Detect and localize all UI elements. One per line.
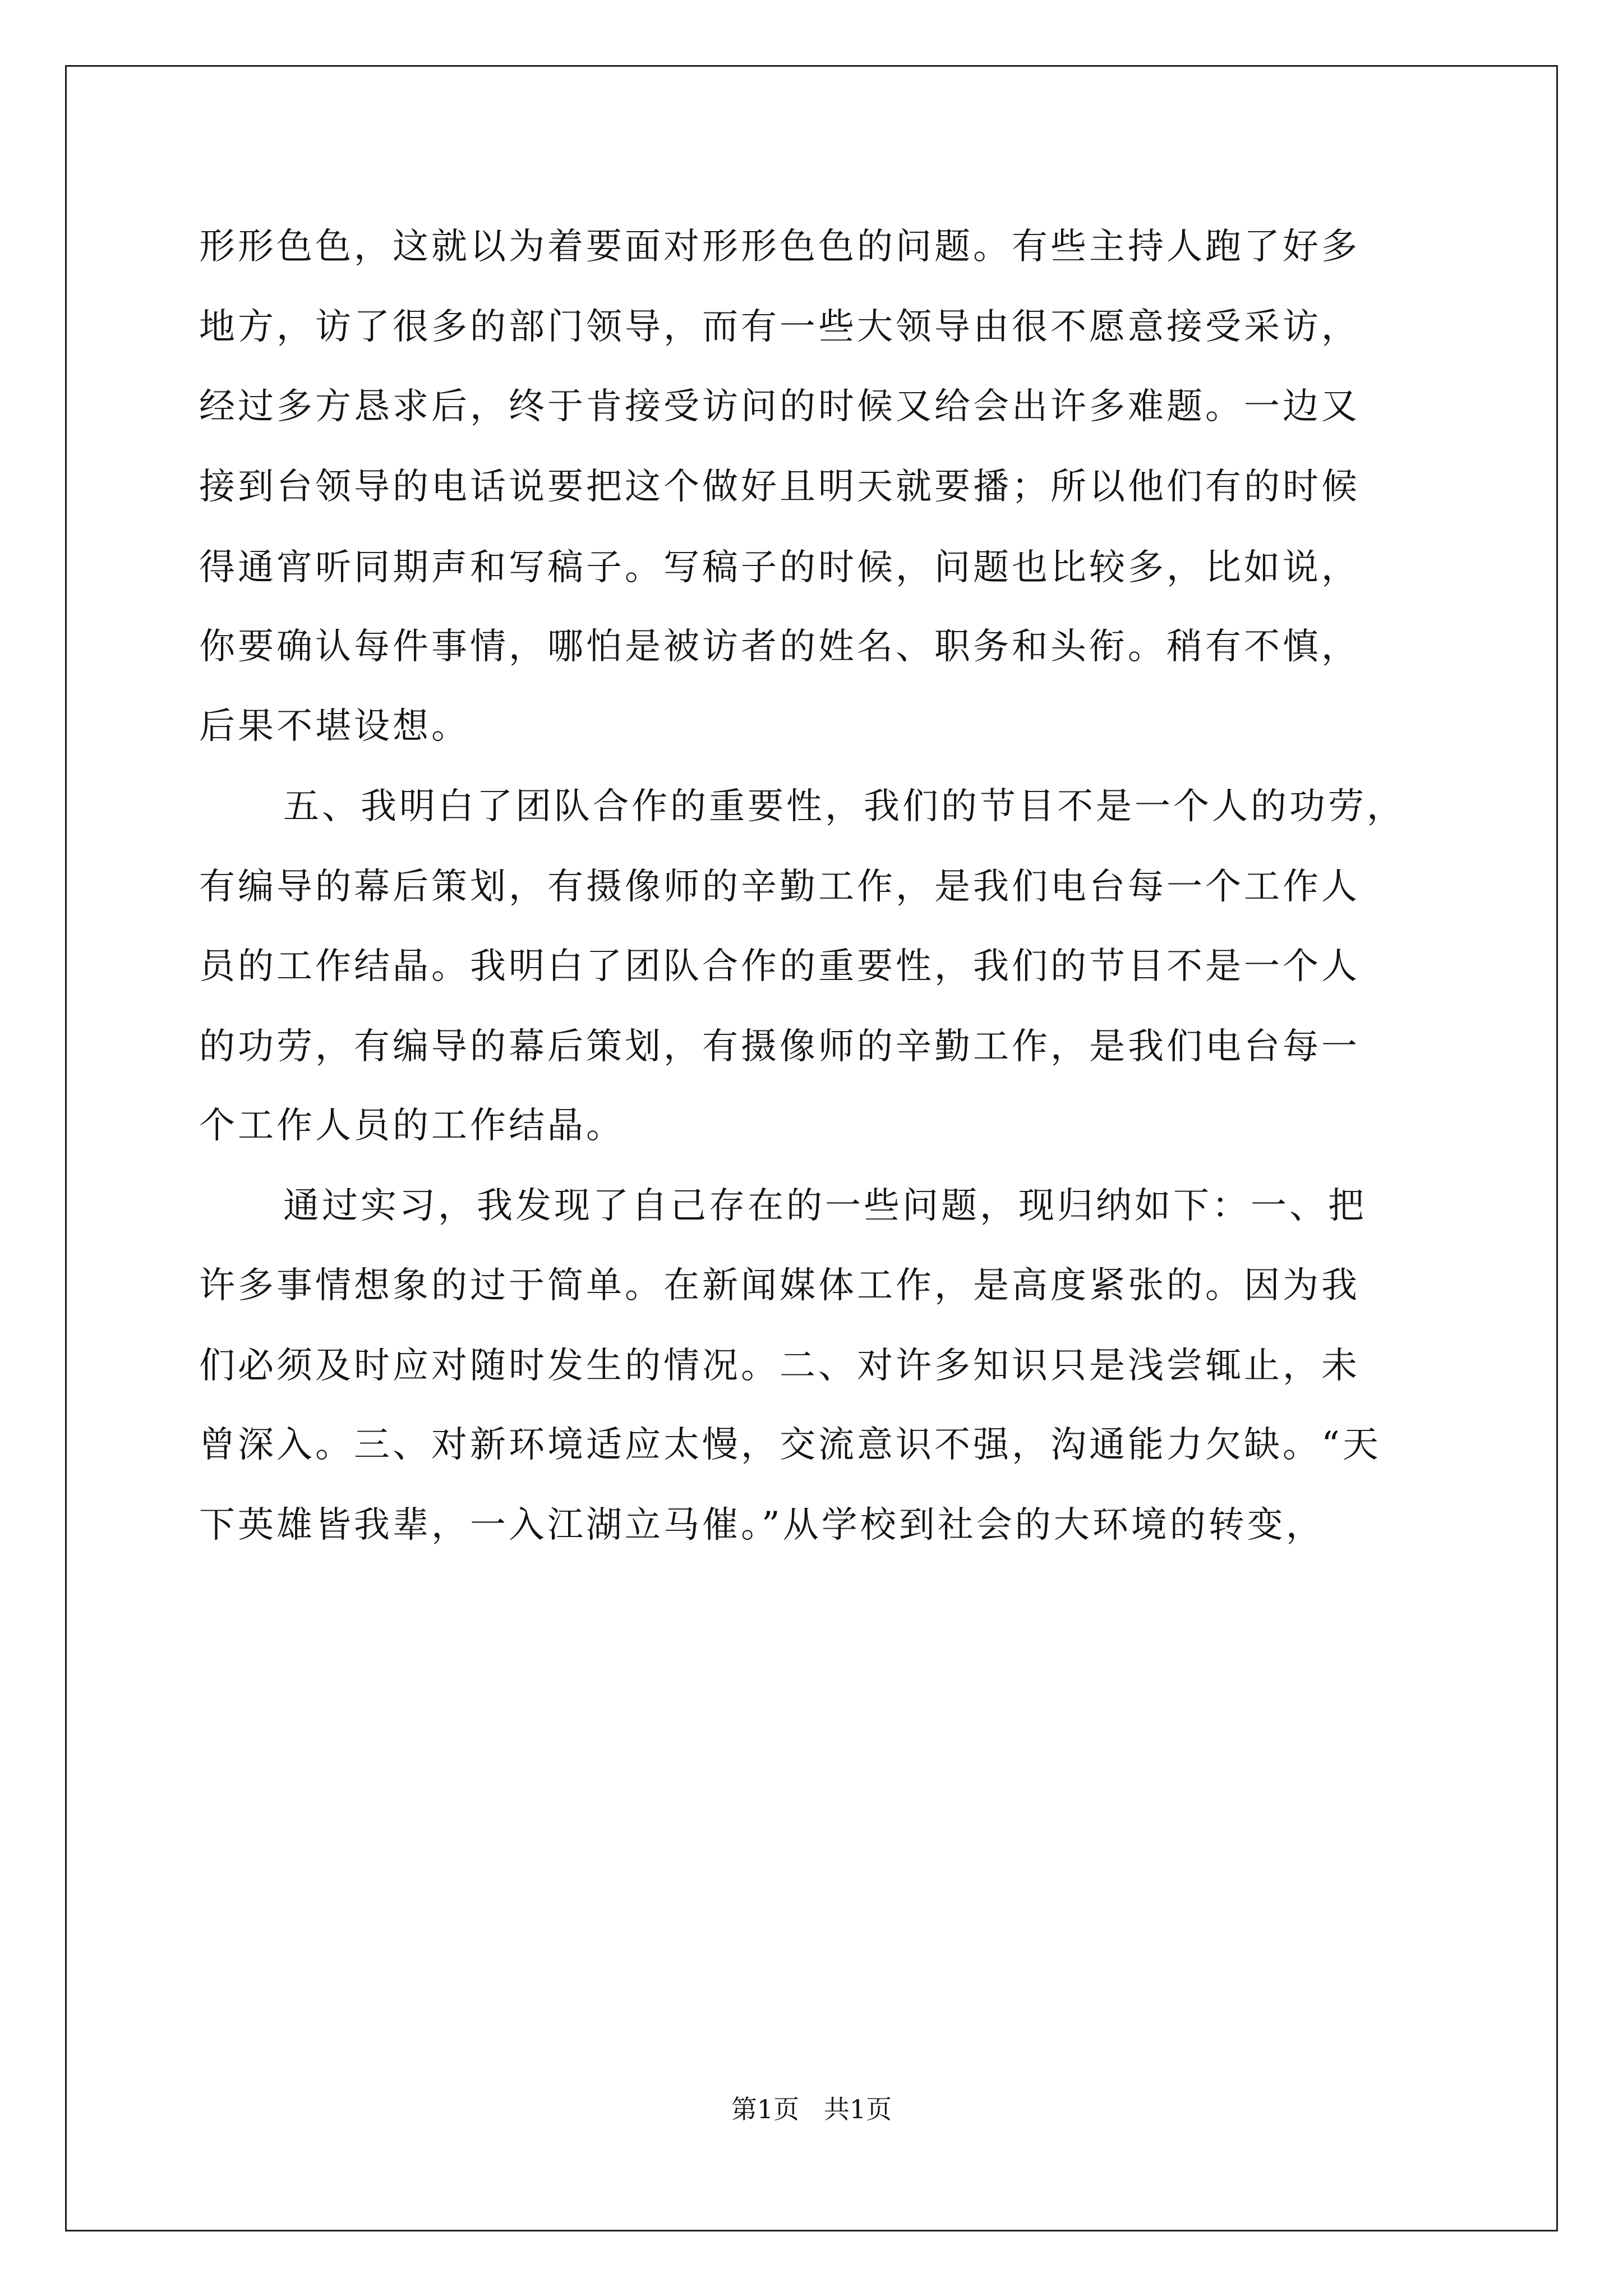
- text-line: 个工作人员的工作结晶。: [199, 1105, 625, 1147]
- paragraph-start-line: 五、我明白了团队合作的重要性，我们的节目不是一个人的功劳，: [283, 786, 1405, 827]
- text-line: 得通宵听同期声和写稿子。写稿子的时候，问题也比较多，比如说，: [199, 547, 1360, 588]
- text-line: 们必须及时应对随时发生的情况。二、对许多知识只是浅尝辄止，未: [199, 1345, 1360, 1387]
- text-line: 地方，访了很多的部门领导，而有一些大领导由很不愿意接受采访，: [199, 306, 1360, 348]
- paragraph-start-line: 通过实习，我发现了自己存在的一些问题，现归纳如下：一、把: [283, 1185, 1367, 1227]
- text-line: 形形色色，这就以为着要面对形形色色的问题。有些主持人跑了好多: [199, 226, 1360, 268]
- page-footer: 第1页 共1页: [731, 2094, 892, 2124]
- text-line: 许多事情想象的过于简单。在新闻媒体工作，是高度紧张的。因为我: [199, 1265, 1360, 1306]
- text-line: 有编导的幕后策划，有摄像师的辛勤工作，是我们电台每一个工作人: [199, 866, 1360, 908]
- text-line: 接到台领导的电话说要把这个做好且明天就要播；所以他们有的时候: [199, 466, 1360, 508]
- text-line: 经过多方恳求后，终于肯接受访问的时候又给会出许多难题。一边又: [199, 386, 1360, 427]
- text-line: 员的工作结晶。我明白了团队合作的重要性，我们的节目不是一个人: [199, 946, 1360, 987]
- text-line: 的功劳，有编导的幕后策划，有摄像师的辛勤工作，是我们电台每一: [199, 1026, 1360, 1068]
- text-line: 下英雄皆我辈，一入江湖立马催。”从学校到社会的大环境的转变，: [199, 1504, 1325, 1546]
- text-line: 你要确认每件事情，哪怕是被访者的姓名、职务和头衔。稍有不慎，: [199, 626, 1360, 668]
- text-line: 曾深入。三、对新环境适应太慢，交流意识不强，沟通能力欠缺。“天: [199, 1424, 1381, 1466]
- text-line: 后果不堪设想。: [199, 706, 470, 747]
